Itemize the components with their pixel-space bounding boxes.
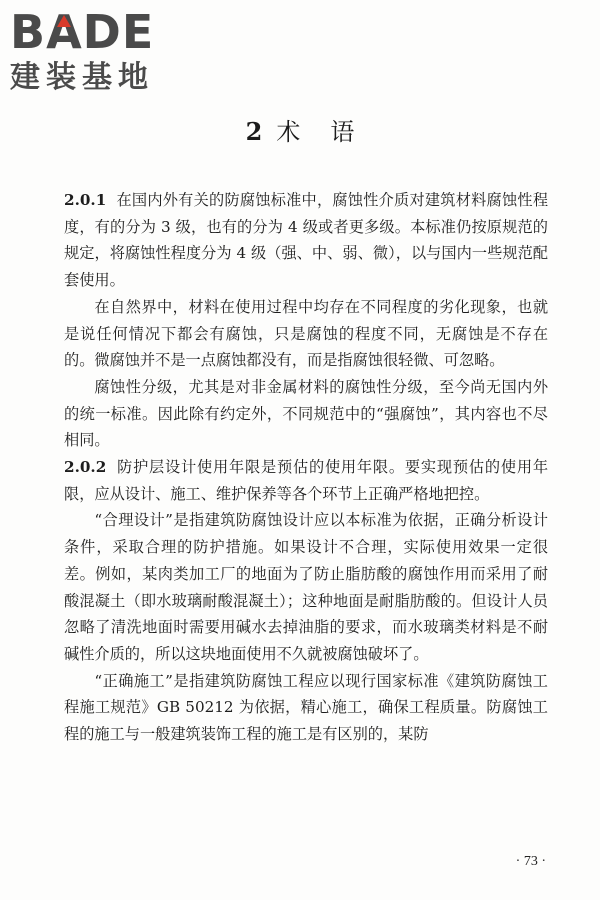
paragraph: “正确施工”是指建筑防腐蚀工程应以现行国家标准《建筑防腐蚀工程施工规范》GB 50212 为依据，精心施工，确保工程质量。防腐蚀工程的施工与一般建筑装饰工程的施工是有区别的，某防 xyxy=(64,671,548,744)
logo-wordmark: BADE xyxy=(10,5,155,59)
clause-number: 2.0.2 xyxy=(64,458,107,477)
paragraph-text: 防护层设计使用年限是预估的使用年限。要实现预估的使用年限，应从设计、施工、维护保养等各个环节上正确严格地把控。 xyxy=(64,458,548,503)
paragraph: “合理设计”是指建筑防腐蚀设计应以本标准为依据，正确分析设计条件，采取合理的防护措施。如果设计不合理，实际使用效果一定很差。例如，某肉类加工厂的地面为了防止脂肪酸的腐蚀作用而采用了耐酸混凝土（即水玻璃耐酸混凝土）；这种地面是耐脂肪酸的。但设计人员忽略了清洗地面时需要用碱水去掉油脂的要求，而水玻璃类材料是不耐碱性介质的，所以这块地面使用不久就被腐蚀破坏了。 xyxy=(64,511,548,663)
paragraph-text: 在国内外有关的防腐蚀标准中，腐蚀性介质对建筑材料腐蚀性程度，有的分为 3 级，也有的分为 4 级或者更多级。本标准仍按原规范的规定，将腐蚀性程度分为 4 级（强、中、弱、微），以与国内一些规范配套使用。 xyxy=(64,191,548,290)
page-number: · 73 · xyxy=(515,854,546,869)
paragraph: 腐蚀性分级，尤其是对非金属材料的腐蚀性分级，至今尚无国内外的统一标准。因此除有约定外，不同规范中的“强腐蚀”，其内容也不尽相同。 xyxy=(64,377,548,450)
logo-subtitle: 建装基地 xyxy=(10,60,154,95)
paragraph: 在自然界中，材料在使用过程中均存在不同程度的劣化现象，也就是说任何情况下都会有腐蚀，只是腐蚀的程度不同，无腐蚀是不存在的。微腐蚀并不是一点腐蚀都没有，而是指腐蚀很轻微、可忽略。 xyxy=(64,297,548,370)
body-text xyxy=(64,187,548,748)
chapter-title-char-2: 语 xyxy=(330,118,355,146)
paragraph-clause-2-0-1 xyxy=(64,187,548,294)
chapter-heading xyxy=(0,112,600,147)
clause-number: 2.0.1 xyxy=(64,191,107,209)
paragraph-clause-2-0-2 xyxy=(64,454,548,507)
chapter-number: 2 xyxy=(245,117,263,146)
bade-logo xyxy=(10,6,180,94)
chapter-title-char-1: 术 xyxy=(276,118,301,146)
